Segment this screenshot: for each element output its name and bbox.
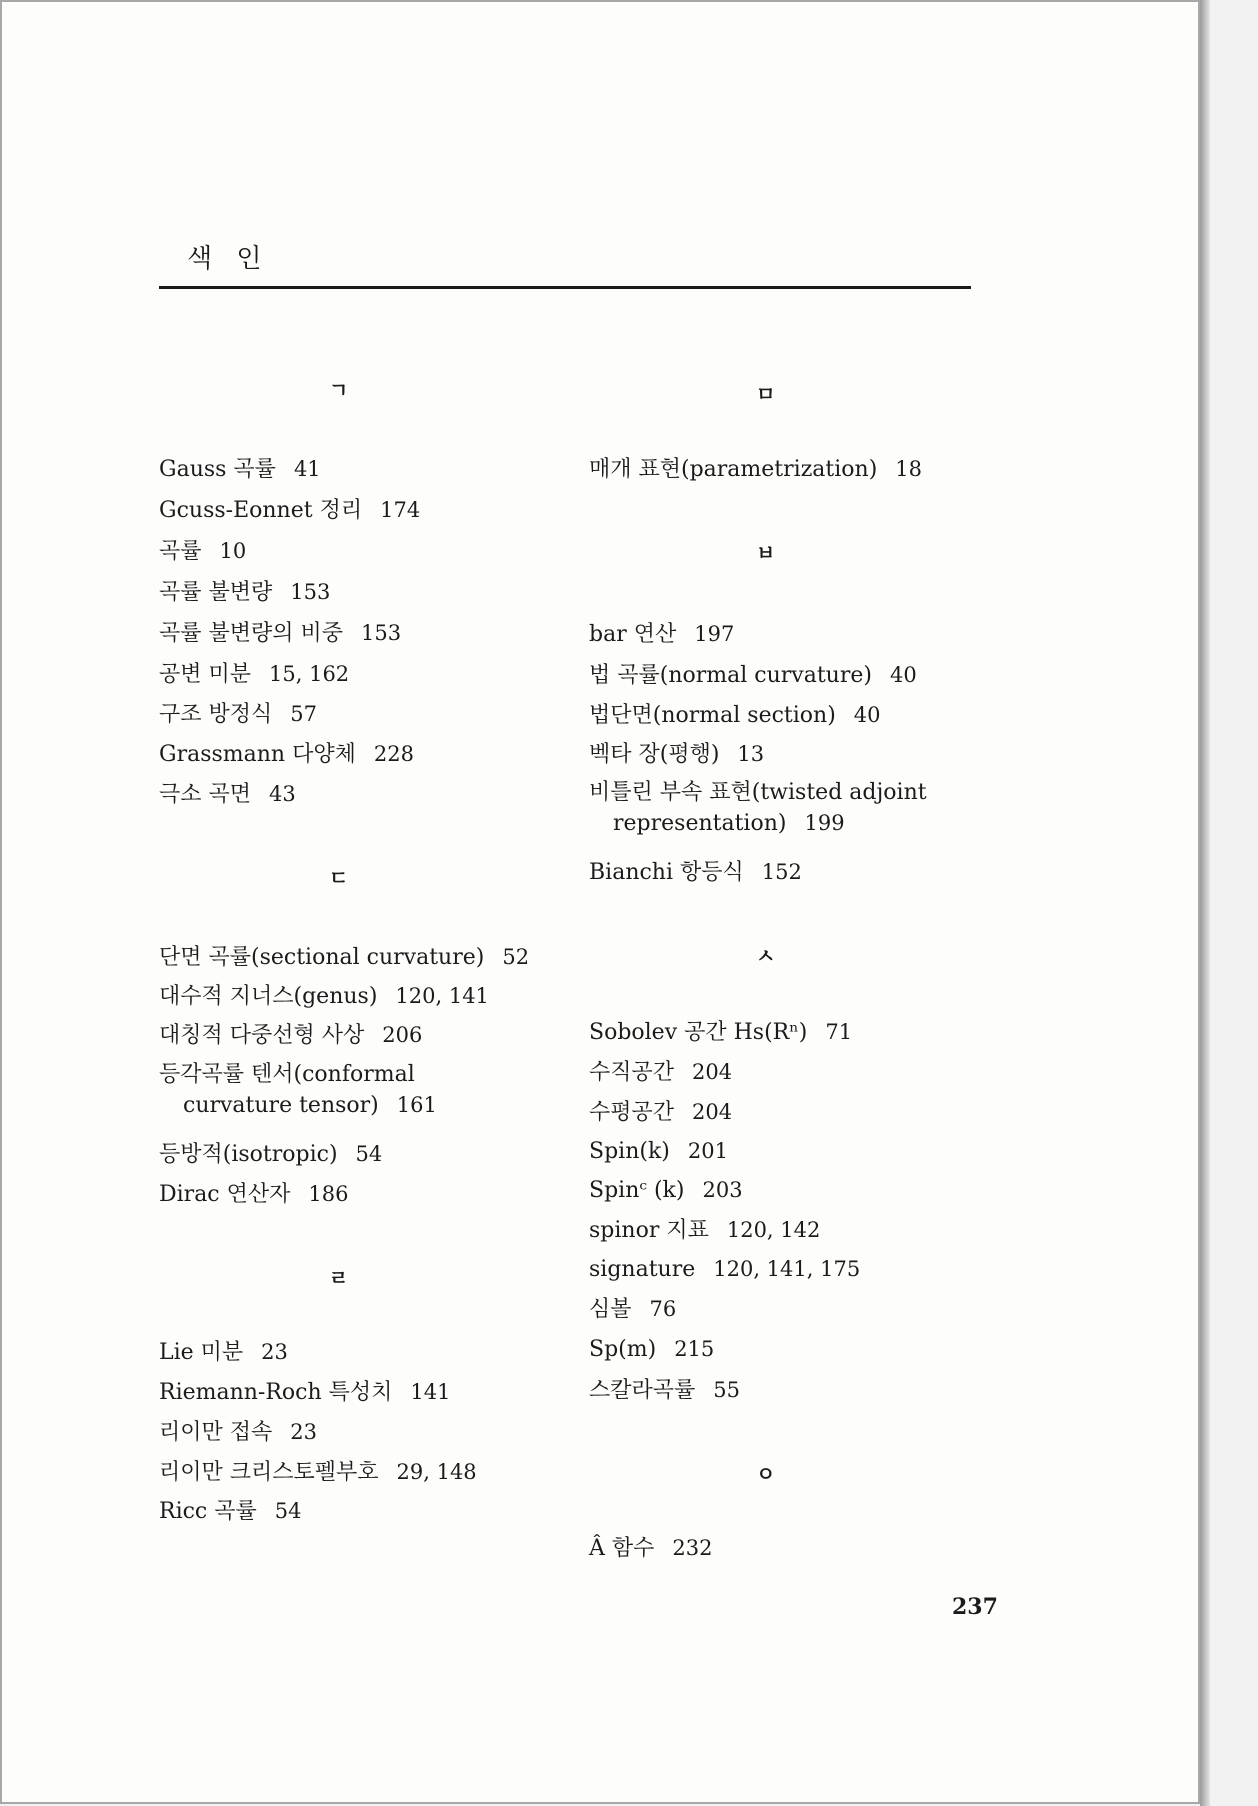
index-pages: 141 [410, 1380, 451, 1404]
index-term: Spin(k) [589, 1139, 670, 1164]
index-pages: 199 [804, 811, 845, 835]
index-entry [589, 660, 917, 691]
index-term: 리이만 크리스토펠부호 [159, 1460, 379, 1485]
index-pages: 23 [290, 1420, 317, 1444]
index-entry [589, 778, 927, 839]
index-pages: 152 [761, 860, 802, 884]
index-term: Spinᶜ (k) [589, 1178, 685, 1203]
index-entry [589, 619, 734, 650]
index-term: spinor 지표 [589, 1218, 709, 1243]
index-pages: 41 [293, 457, 321, 481]
index-entry [159, 495, 420, 526]
index-term: 법단면(normal section) [589, 703, 836, 728]
index-term: Bianchi 항등식 [589, 860, 744, 885]
index-pages: 71 [825, 1020, 853, 1044]
index-term: 수평공간 [589, 1100, 675, 1125]
index-pages: 13 [737, 742, 765, 766]
index-term-continuation: curvature tensor) [183, 1093, 379, 1118]
index-pages: 204 [692, 1060, 733, 1084]
index-pages: 203 [702, 1178, 743, 1202]
index-pages: 18 [895, 457, 923, 481]
index-term: 대칭적 다중선형 사상 [159, 1023, 365, 1048]
index-term: Gcuss-Eonnet 정리 [159, 498, 363, 523]
index-term: 구조 방정식 [159, 702, 273, 727]
index-entry [589, 1057, 732, 1088]
index-term: signature [589, 1257, 696, 1282]
index-entry [589, 1215, 820, 1246]
index-pages: 204 [692, 1100, 733, 1124]
index-pages: 232 [672, 1536, 713, 1560]
index-entry [589, 1375, 740, 1406]
index-pages: 161 [396, 1093, 437, 1117]
index-entry [159, 1179, 348, 1210]
index-pages: 23 [261, 1340, 288, 1364]
index-entry [159, 454, 321, 485]
index-pages: 40 [889, 663, 917, 687]
index-entry [589, 1097, 732, 1128]
index-pages: 52 [502, 945, 530, 969]
index-term: 곡률 [159, 539, 202, 564]
index-term-continuation: representation) [613, 811, 787, 836]
index-pages: 43 [269, 782, 296, 806]
index-entry [589, 1254, 860, 1285]
index-term: Gauss 곡률 [159, 457, 276, 482]
index-entry [159, 659, 349, 690]
index-entry [159, 1139, 382, 1170]
section-heading: ㅇ [756, 1462, 776, 1486]
index-term: 대수적 지너스(genus) [159, 984, 378, 1009]
index-entry [159, 536, 246, 567]
index-term: 등각곡률 텐서(conformal [159, 1062, 415, 1087]
index-entry [159, 779, 296, 810]
index-term: Riemann-Roch 특성치 [159, 1380, 393, 1405]
index-term: Ricc 곡률 [159, 1499, 257, 1524]
page-edge-shadow [1200, 0, 1210, 1806]
section-heading: ㅂ [756, 541, 776, 565]
index-entry [159, 1060, 437, 1121]
index-term: 벡타 장(평행) [589, 742, 720, 767]
index-entry [159, 699, 317, 730]
index-pages: 206 [382, 1023, 423, 1047]
index-entry [159, 1337, 288, 1368]
index-pages: 40 [853, 703, 881, 727]
index-pages: 186 [308, 1182, 349, 1206]
index-entry [159, 577, 330, 608]
index-pages: 57 [290, 702, 317, 726]
index-entry [589, 1136, 728, 1167]
index-entry [159, 1417, 317, 1448]
section-heading: ㅁ [756, 382, 776, 406]
index-pages: 201 [687, 1139, 728, 1163]
index-entry [159, 1020, 422, 1051]
section-heading: ㄷ [329, 866, 349, 890]
index-pages: 120, 141 [395, 984, 489, 1008]
index-term: 극소 곡면 [159, 782, 252, 807]
index-pages: 215 [674, 1337, 715, 1361]
index-term: 단면 곡률(sectional curvature) [159, 945, 485, 970]
index-pages: 228 [373, 742, 414, 766]
index-entry [589, 1017, 852, 1048]
index-entry [589, 739, 764, 770]
index-term: 비틀린 부속 표현(twisted adjoint [589, 780, 927, 805]
index-term: 등방적(isotropic) [159, 1142, 338, 1167]
header-rule [159, 286, 971, 289]
index-pages: 153 [361, 621, 402, 645]
index-pages: 15, 162 [269, 662, 350, 686]
index-term: Sobolev 공간 Hs(Rⁿ) [589, 1020, 808, 1045]
index-pages: 120, 141, 175 [713, 1257, 861, 1281]
index-pages: 29, 148 [396, 1460, 477, 1484]
index-pages: 55 [713, 1378, 740, 1402]
index-term: Lie 미분 [159, 1340, 244, 1365]
index-term: 리이만 접속 [159, 1420, 273, 1445]
index-term: Sp(m) [589, 1337, 657, 1362]
index-entry [159, 981, 489, 1012]
index-pages: 54 [355, 1142, 383, 1166]
section-heading: ㅅ [756, 944, 776, 968]
index-pages: 120, 142 [726, 1218, 821, 1242]
index-entry [159, 1496, 301, 1527]
index-entry [589, 1533, 712, 1564]
index-pages: 76 [649, 1297, 677, 1321]
index-term: Grassmann 다양체 [159, 742, 356, 767]
section-heading: ㄹ [329, 1266, 349, 1290]
index-term: 매개 표현(parametrization) [589, 457, 878, 482]
index-pages: 197 [694, 622, 735, 646]
index-entry [589, 1334, 714, 1365]
index-entry [589, 1294, 676, 1325]
index-term: 곡률 불변량 [159, 580, 273, 605]
index-term: 스칼라곡률 [589, 1378, 696, 1403]
index-entry [159, 618, 401, 649]
index-term: 공변 미분 [159, 662, 252, 687]
index-entry [589, 454, 922, 485]
index-entry [159, 1377, 451, 1408]
index-pages: 10 [219, 539, 247, 563]
index-term: 법 곡률(normal curvature) [589, 663, 872, 688]
index-term: 심볼 [589, 1297, 632, 1322]
index-term: Â 함수 [589, 1536, 655, 1561]
page-number: 237 [952, 1594, 998, 1620]
index-pages: 174 [380, 498, 421, 522]
index-pages: 54 [274, 1499, 302, 1523]
index-term: 수직공간 [589, 1060, 675, 1085]
index-term: bar 연산 [589, 622, 677, 647]
section-heading: ㄱ [329, 378, 349, 402]
index-entry [589, 1175, 743, 1206]
index-term: 곡률 불변량의 비중 [159, 621, 344, 646]
index-entry [589, 700, 881, 731]
index-term: Dirac 연산자 [159, 1182, 291, 1207]
index-entry [159, 942, 529, 973]
index-entry [159, 1457, 477, 1488]
index-entry [159, 739, 414, 770]
page-title: 색 인 [187, 244, 270, 274]
index-pages: 153 [290, 580, 331, 604]
index-entry [589, 857, 802, 888]
